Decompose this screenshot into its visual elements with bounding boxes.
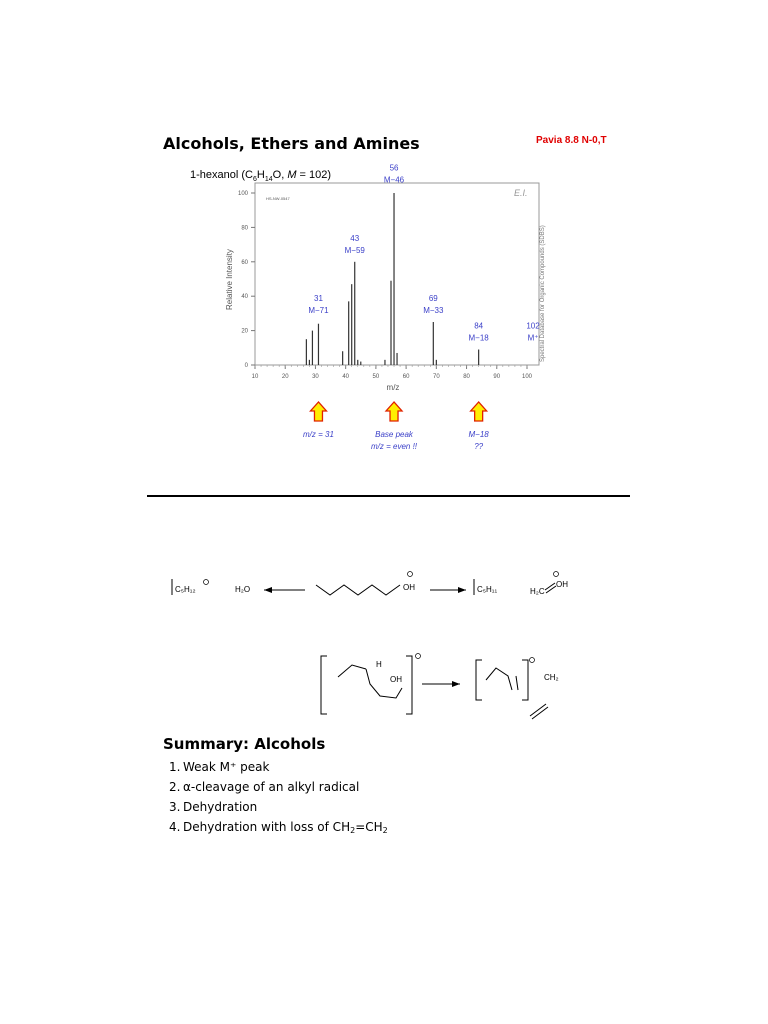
peak-label-mz: 102: [526, 321, 540, 331]
double-bond: [546, 586, 556, 593]
y-tick-label: 20: [241, 328, 248, 335]
charge-icon: [416, 654, 421, 659]
chart-title-part: M: [287, 169, 297, 181]
arrow-head-icon: [452, 681, 460, 687]
x-tick-label: 60: [402, 374, 410, 380]
charge-icon: [530, 658, 535, 663]
bracket-close-icon: [522, 660, 528, 700]
side-text: Spectral Database for Organic Compounds (SDBS): [540, 225, 546, 362]
oh-label: OH: [403, 583, 415, 592]
summary-item: [169, 797, 388, 817]
peak-label-loss: M−18: [468, 333, 489, 343]
item-text: =CH: [355, 820, 383, 834]
reference-label: Pavia 8.8 N-0,T: [536, 135, 607, 146]
up-arrow-icon: [310, 402, 326, 421]
chart-title: [190, 169, 331, 183]
x-tick-label: 30: [312, 374, 319, 380]
chart-title-sub: 6: [252, 176, 257, 183]
item-text: Dehydration with loss of CH: [183, 820, 351, 834]
charge-icon: [204, 580, 209, 585]
water-label: H₂O: [235, 585, 251, 594]
molecule-bonds: [338, 665, 366, 677]
x-tick-label: 10: [251, 374, 259, 380]
item-number: 2.: [169, 780, 181, 794]
h2c-label: H₂C: [530, 587, 545, 596]
ei-label: E.I.: [514, 188, 528, 198]
arrow-note: Base peak: [375, 430, 413, 439]
item-number: 4.: [169, 820, 181, 834]
charge-icon: [408, 572, 413, 577]
peak-label-mz: 43: [350, 233, 360, 243]
arrow-right-head-icon: [458, 587, 466, 593]
alkene-bonds: [486, 668, 512, 690]
bracket-open-icon: [321, 656, 327, 714]
summary-item: [169, 777, 388, 797]
chart-title-sub: 14: [264, 176, 273, 183]
item-subscript: 2: [350, 826, 356, 835]
chart-small-header: HS-NW-0547: [266, 196, 290, 201]
peak-label-loss: M−71: [308, 306, 329, 316]
summary-list: [169, 757, 388, 837]
summary-title: Summary: Alcohols: [163, 735, 326, 753]
y-tick-label: 80: [241, 225, 248, 232]
bracket-open-icon: [476, 660, 482, 700]
right-radical-label: C₅H₁₁: [477, 585, 498, 594]
x-tick-label: 70: [432, 374, 440, 380]
peak-label-mz: 69: [428, 294, 438, 304]
peak-label-loss: M−59: [344, 245, 365, 255]
item-text: Dehydration: [183, 800, 258, 814]
peak-label-loss: M−46: [383, 175, 405, 185]
left-cation-label: C₅H₁₂: [175, 585, 196, 594]
mass-spectrum-chart: [0, 0, 768, 480]
item-subscript: 2: [382, 826, 388, 835]
y-tick-label: 60: [241, 259, 248, 266]
item-text: Weak M⁺ peak: [183, 760, 270, 774]
hexanol-chain: [316, 585, 400, 595]
arrow-note: ??: [474, 442, 484, 451]
fragmentation-mechanism: [0, 540, 768, 730]
x-tick-label: 50: [372, 374, 380, 380]
peak-label-mz: 56: [389, 163, 399, 173]
arrow-left-head-icon: [264, 587, 272, 593]
peak-label-loss: M⁺: [527, 333, 539, 343]
plot-frame: [255, 183, 539, 365]
x-tick-label: 100: [521, 374, 533, 380]
chart-title-part: 1-hexanol (C: [190, 169, 253, 181]
bracket-close-icon: [406, 656, 412, 714]
y-axis-label: Relative Intensity: [225, 249, 234, 310]
peak-label-loss: M−33: [423, 306, 444, 316]
h-label: H: [376, 660, 382, 669]
x-tick-label: 20: [281, 374, 289, 380]
summary-item: [169, 817, 388, 837]
up-arrow-icon: [471, 402, 487, 421]
double-bond: [545, 583, 555, 590]
arrow-note: M−18: [468, 430, 489, 439]
alkene-double-bond: [516, 676, 518, 690]
ch2-label: CH₂: [544, 673, 559, 682]
arrow-note: m/z = even !!: [371, 442, 418, 451]
item-text: α-cleavage of an alkyl radical: [183, 780, 360, 794]
summary-item: [169, 757, 388, 777]
chart-title-part: H: [256, 169, 265, 181]
y-tick-label: 100: [237, 191, 248, 197]
page-title: Alcohols, Ethers and Amines: [163, 134, 420, 153]
oh-label: OH: [556, 580, 568, 589]
up-arrow-icon: [386, 402, 402, 421]
x-tick-label: 90: [493, 374, 501, 380]
section-divider: [147, 495, 630, 497]
charge-icon: [554, 572, 559, 577]
arrow-note: m/z = 31: [303, 430, 334, 439]
item-number: 3.: [169, 800, 181, 814]
chart-title-part: O,: [272, 169, 288, 181]
peak-label-mz: 84: [474, 321, 484, 331]
x-tick-label: 40: [342, 374, 350, 380]
x-tick-label: 80: [463, 374, 470, 380]
x-axis-label: m/z: [386, 383, 400, 392]
oh-label: OH: [390, 675, 402, 684]
y-tick-label: 0: [244, 363, 248, 369]
y-tick-label: 40: [241, 294, 248, 301]
peak-label-mz: 31: [314, 294, 323, 304]
chart-title-part: = 102): [296, 169, 332, 181]
item-number: 1.: [169, 760, 181, 774]
